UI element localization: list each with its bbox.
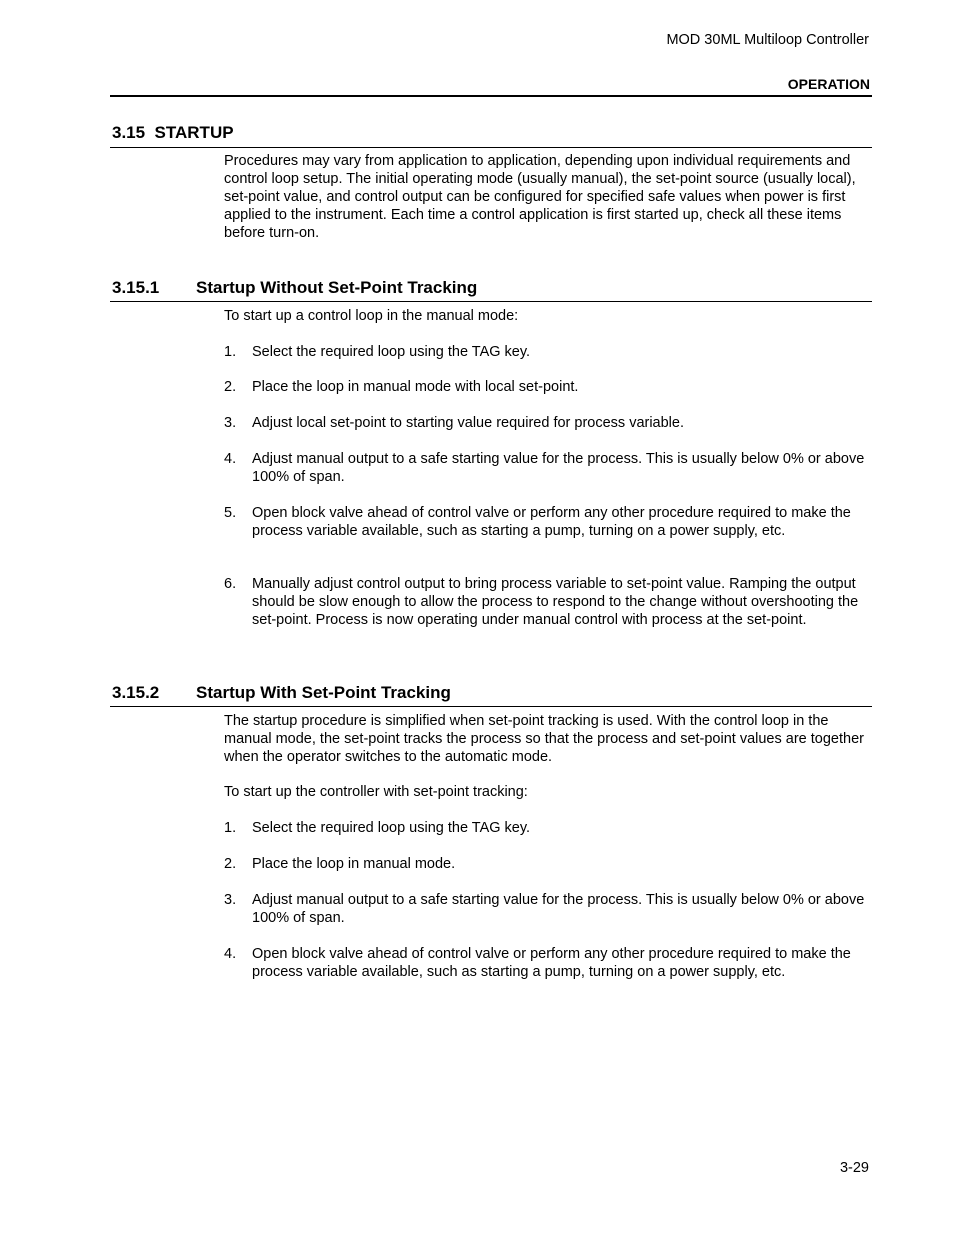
subsection-2-number: 3.15.2 xyxy=(112,683,160,702)
subsection-1-lead: To start up a control loop in the manual mode: xyxy=(224,308,519,324)
list-item xyxy=(224,575,872,629)
step-text: Adjust manual output to a safe starting value for the process. This is usually below 0% or above 100% of span. xyxy=(252,451,865,485)
section-rule xyxy=(110,147,872,148)
section-intro: Procedures may vary from application to application, depending upon individual requirements and control loop setup. The initial operating mode (usually manual), the set-point source (usually local), set-point value, and control output can be configured for specified safe values when power is first applied to the instrument. Each time a control application is first started up, check all these items before turn-on. xyxy=(224,153,856,241)
list-item xyxy=(224,343,872,361)
step-number: 2. xyxy=(224,856,237,872)
step-number: 6. xyxy=(224,576,237,592)
step-number: 5. xyxy=(224,505,237,521)
step-number: 1. xyxy=(224,344,237,360)
page-number: 3-29 xyxy=(839,1160,869,1176)
subsection-1-rule xyxy=(110,301,872,302)
subsection-1-number: 3.15.1 xyxy=(112,278,160,297)
header-chapter: OPERATION xyxy=(787,76,870,92)
header-rule xyxy=(110,95,872,97)
list-item xyxy=(224,414,872,432)
list-item xyxy=(224,378,872,396)
list-item xyxy=(224,504,872,540)
section-title: STARTUP xyxy=(154,123,234,142)
step-number: 2. xyxy=(224,379,237,395)
subsection-2-lead: To start up the controller with set-point tracking: xyxy=(224,784,528,800)
subsection-2-intro: The startup procedure is simplified when set-point tracking is used. With the control loop in the manual mode, the set-point tracks the process so that the process and set-point values are together when the operator switches to the automatic mode. xyxy=(224,713,864,765)
subsection-2-heading xyxy=(112,683,451,703)
step-text: Manually adjust control output to bring process variable to set-point value. Ramping the output should be slow enough to allow the process to respond to the change without overshooting the set-point. Process is now operating under manual control with process at the set-point. xyxy=(252,576,859,628)
list-item xyxy=(224,855,872,873)
step-text: Select the required loop using the TAG key. xyxy=(252,820,531,836)
step-text: Open block valve ahead of control valve or perform any other procedure required to make the process variable available, such as starting a pump, turning on a power supply, etc. xyxy=(252,505,851,539)
step-text: Select the required loop using the TAG key. xyxy=(252,344,531,360)
section-heading xyxy=(112,123,234,143)
list-item xyxy=(224,819,872,837)
subsection-2-rule xyxy=(110,706,872,707)
subsection-1-heading xyxy=(112,278,477,298)
step-number: 3. xyxy=(224,415,237,431)
step-number: 4. xyxy=(224,946,237,962)
list-item xyxy=(224,891,872,927)
step-text: Place the loop in manual mode. xyxy=(252,856,456,872)
step-text: Place the loop in manual mode with local set-point. xyxy=(252,379,579,395)
subsection-1-title: Startup Without Set-Point Tracking xyxy=(196,278,478,297)
subsection-2-title: Startup With Set-Point Tracking xyxy=(196,683,451,702)
header-product: MOD 30ML Multiloop Controller xyxy=(666,32,869,48)
list-item xyxy=(224,450,872,486)
section-number: 3.15 xyxy=(112,123,146,142)
step-number: 1. xyxy=(224,820,237,836)
step-text: Open block valve ahead of control valve or perform any other procedure required to make the process variable available, such as starting a pump, turning on a power supply, etc. xyxy=(252,946,851,980)
step-text: Adjust manual output to a safe starting value for the process. This is usually below 0% or above 100% of span. xyxy=(252,892,865,926)
list-item xyxy=(224,945,872,981)
step-number: 3. xyxy=(224,892,237,908)
step-number: 4. xyxy=(224,451,237,467)
step-text: Adjust local set-point to starting value required for process variable. xyxy=(252,415,684,431)
